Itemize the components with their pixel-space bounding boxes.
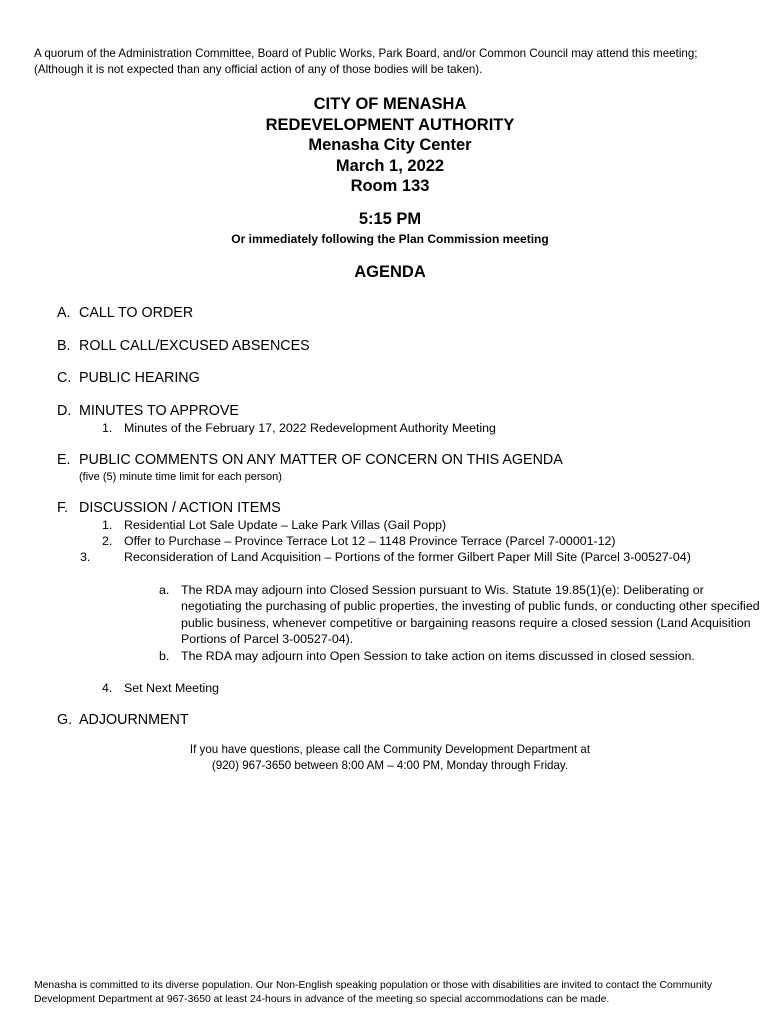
item-letter: F. — [57, 500, 69, 516]
sub-item — [102, 680, 219, 696]
item-letter: E. — [57, 452, 71, 468]
sub-item — [102, 517, 446, 533]
contact-line: (920) 967-3650 between 8:00 AM – 4:00 PM, Monday through Friday. — [211, 758, 569, 772]
item-label: DISCUSSION / ACTION ITEMS — [79, 500, 281, 516]
item-letter: B. — [57, 338, 71, 354]
meeting-following-note: Or immediately following the Plan Commission meeting — [231, 232, 549, 246]
agenda-item-f — [57, 499, 281, 517]
agenda-item-g — [57, 711, 189, 729]
sub-sub-item-letter: a. — [159, 583, 170, 597]
sub-item-text: Residential Lot Sale Update – Lake Park Villas (Gail Popp) — [124, 518, 447, 532]
authority-name: REDEVELOPMENT AUTHORITY — [265, 115, 515, 134]
sub-item-text: Reconsideration of Land Acquisition – Portions of the former Gilbert Paper Mill Site (Parcel 3-00527-04) — [124, 550, 691, 564]
city-name: CITY OF MENASHA — [313, 95, 467, 113]
item-label: PUBLIC COMMENTS ON ANY MATTER OF CONCERN ON THIS AGENDA — [79, 452, 563, 468]
meeting-time: 5:15 PM — [358, 210, 422, 228]
sub-item-text: Offer to Purchase – Province Terrace Lot 12 – 1148 Province Terrace (Parcel 7-00001-12) — [124, 534, 616, 548]
sub-sub-item-text: The RDA may adjourn into Closed Session pursuant to Wis. Statute 19.85(1)(e): Deliberating or negotiating the purchasing of public properties, the investing of public funds, or conducting other specified public business, whenever competitive or bargaining reasons require a closed session (Land Acquisition Portions of Parcel 3-00527-04). — [181, 583, 760, 647]
item-letter: A. — [57, 305, 71, 321]
sub-sub-item — [159, 648, 767, 664]
sub-item-text: Set Next Meeting — [124, 681, 220, 695]
agenda-item-a — [57, 304, 193, 322]
sub-item-number: 2. — [102, 534, 113, 548]
sub-sub-item-text: The RDA may adjourn into Open Session to take action on items discussed in closed session. — [181, 649, 695, 663]
quorum-notice: A quorum of the Administration Committee, Board of Public Works, Park Board, and/or Common Council may attend this meeting; (Although it is not expected than any official action of any of those bodies will be taken). — [34, 47, 698, 76]
contact-info — [0, 742, 770, 773]
meeting-location: Menasha City Center — [308, 136, 472, 154]
item-letter: G. — [57, 712, 73, 728]
accommodations-footer: Menasha is committed to its diverse population. Our Non-English speaking population or those with disabilities are invited to contact the Community Development Department at 967-3650 at least 24-hours in advance of the meeting so special accommodations can be made. — [34, 980, 713, 1005]
item-label: ADJOURNMENT — [79, 712, 189, 728]
sub-item — [102, 420, 496, 436]
agenda-item-b — [57, 337, 310, 355]
agenda-item-e — [57, 451, 563, 469]
item-letter: C. — [57, 370, 72, 386]
meeting-room: Room 133 — [350, 177, 430, 195]
item-label: ROLL CALL/EXCUSED ABSENCES — [79, 338, 310, 354]
sub-item-number: 1. — [102, 421, 113, 435]
sub-item-number: 3. — [80, 550, 91, 564]
sub-item — [80, 549, 764, 565]
agenda-title: AGENDA — [354, 263, 426, 281]
meeting-header — [0, 94, 770, 197]
item-letter: D. — [57, 403, 72, 419]
meeting-date: March 1, 2022 — [335, 156, 445, 175]
sub-sub-item — [159, 582, 767, 648]
item-note: (five (5) minute time limit for each person) — [79, 471, 282, 483]
sub-sub-item-letter: b. — [159, 649, 170, 663]
agenda-item-d — [57, 402, 239, 420]
item-label: CALL TO ORDER — [79, 305, 194, 321]
item-label: MINUTES TO APPROVE — [79, 403, 239, 419]
agenda-item-c — [57, 369, 200, 387]
contact-line: If you have questions, please call the Community Development Department at — [189, 743, 591, 756]
sub-item-text: Minutes of the February 17, 2022 Redevelopment Authority Meeting — [124, 421, 496, 435]
sub-item-number: 4. — [102, 681, 113, 695]
sub-item-number: 1. — [102, 518, 113, 532]
item-label: PUBLIC HEARING — [79, 370, 200, 386]
sub-item — [102, 533, 616, 549]
